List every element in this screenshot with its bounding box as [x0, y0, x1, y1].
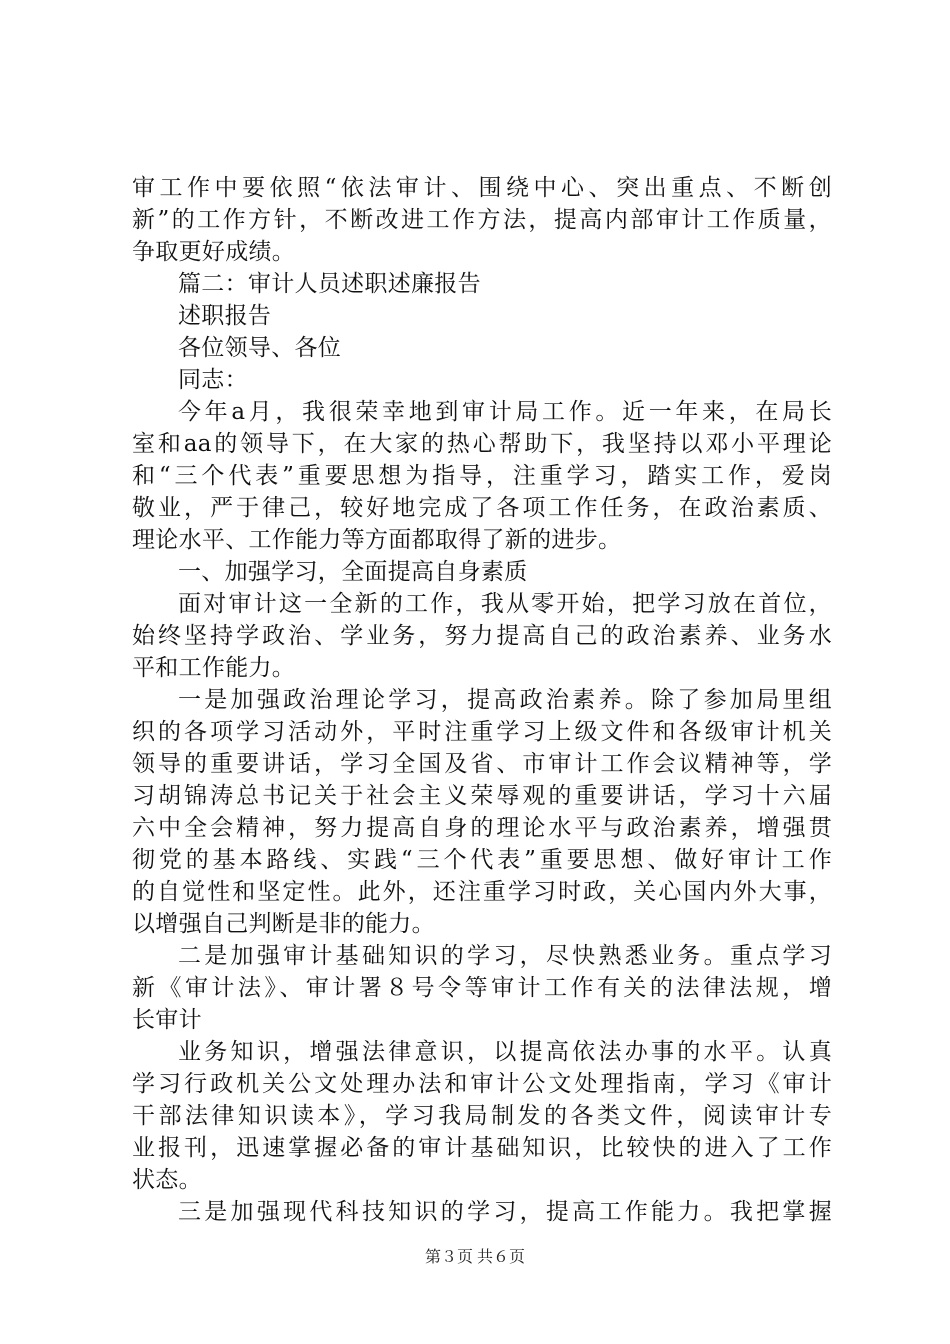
text-line: 干部法律知识读本》，学习我局制发的各类文件，阅读审计专	[132, 1103, 832, 1129]
text-line: 敬业，严于律己，较好地完成了各项工作任务，在政治素质、	[132, 495, 832, 521]
text-line: 织的各项学习活动外，平时注重学习上级文件和各级审计机关	[132, 719, 832, 745]
text-line: 业务知识，增强法律意识，以提高依法办事的水平。认真	[178, 1039, 832, 1065]
text-line: 同志：	[178, 367, 248, 393]
text-line: 一是加强政治理论学习，提高政治素养。除了参加局里组	[178, 687, 832, 713]
text-line: 新《审计法》、审计署８号令等审计工作有关的法律法规，增	[132, 975, 832, 1001]
text-line: 平和工作能力。	[132, 655, 296, 681]
text-line: 篇二：审计人员述职述廉报告	[178, 271, 481, 297]
text-line: 审工作中要依照“依法审计、围绕中心、突出重点、不断创	[132, 175, 832, 201]
text-line: 彻党的基本路线、实践“三个代表”重要思想、做好审计工作	[132, 847, 832, 873]
text-line: 争取更好成绩。	[132, 239, 296, 265]
text-line: 学习行政机关公文处理办法和审计公文处理指南，学习《审计	[132, 1071, 832, 1097]
text-line: 业报刊，迅速掌握必备的审计基础知识，比较快的进入了工作	[132, 1135, 832, 1161]
text-line: 面对审计这一全新的工作，我从零开始，把学习放在首位，	[178, 591, 832, 617]
text-line: 以增强自己判断是非的能力。	[132, 911, 435, 937]
text-line: 各位领导、各位	[178, 335, 342, 361]
text-line: 和“三个代表”重要思想为指导，注重学习，踏实工作，爱岗	[132, 463, 832, 489]
text-line: 今年a月，我很荣幸地到审计局工作。近一年来，在局长	[178, 399, 832, 425]
text-line: 领导的重要讲话，学习全国及省、市审计工作会议精神等，学	[132, 751, 832, 777]
document-body	[132, 172, 832, 1228]
text-line: 六中全会精神，努力提高自身的理论水平与政治素养，增强贯	[132, 815, 832, 841]
text-line: 始终坚持学政治、学业务，努力提高自己的政治素养、业务水	[132, 623, 832, 649]
text-line: 一、加强学习，全面提高自身素质	[178, 559, 528, 585]
text-line: 长审计	[132, 1007, 202, 1033]
text-line: 理论水平、工作能力等方面都取得了新的进步。	[132, 527, 622, 553]
text-line: 新”的工作方针，不断改进工作方法，提高内部审计工作质量，	[132, 207, 832, 233]
text-line: 二是加强审计基础知识的学习，尽快熟悉业务。重点学习	[178, 943, 832, 969]
text-line: 室和aa的领导下，在大家的热心帮助下，我坚持以邓小平理论	[132, 431, 832, 457]
text-line: 述职报告	[178, 303, 272, 329]
text-line: 三是加强现代科技知识的学习，提高工作能力。我把掌握	[178, 1199, 832, 1225]
text-line: 的自觉性和坚定性。此外，还注重学习时政，关心国内外大事，	[132, 879, 832, 905]
page-footer: 第３页 共６页	[424, 1249, 525, 1266]
text-line: 状态。	[132, 1167, 202, 1193]
text-line: 习胡锦涛总书记关于社会主义荣辱观的重要讲话，学习十六届	[132, 783, 832, 809]
